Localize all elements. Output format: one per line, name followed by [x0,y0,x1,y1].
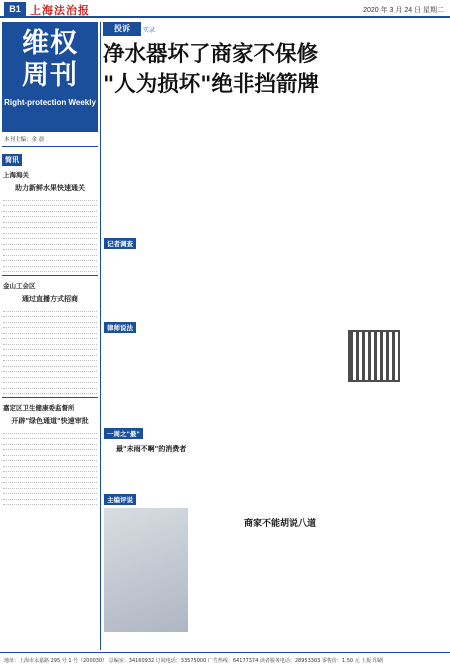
news-tag: 简讯 [2,154,22,166]
column-title-line2: 周刊 [22,60,78,91]
commentary-title: 商家不能胡说八道 [244,519,317,529]
news-heading-1: 上海海关 [3,171,29,179]
left-column [2,22,98,652]
news-title-1: 助力新鲜水果快速通关 [15,184,85,192]
masthead-bar [0,0,450,18]
headline-line1: 净水器坏了商家不保修 [103,42,319,67]
paper-name: 上海法治报 [30,4,90,17]
issue-date: 2020 年 3 月 24 日 星期二 [363,7,444,14]
section-lawopinion: 主编评说 [104,494,136,505]
kicker-label: 投诉 [103,22,141,36]
headline-line2: "人为损坏"绝非挡箭牌 [103,72,319,97]
qr-code [348,330,400,382]
pinion-title: 最"未雨不啊"的消费者 [116,445,187,453]
kicker-sub: 实录 [143,27,156,34]
author-photo [104,508,188,632]
column-divider [100,22,101,650]
main-headline [103,40,448,100]
section-pinion: 一周之"最" [104,428,143,439]
news-title-3: 开辟"绿色通道"快速审批 [11,417,89,425]
news-heading-3: 嘉定区卫生健康委监督所 [3,404,75,412]
column-header [2,22,98,132]
section-lawyer: 律师说法 [104,322,136,333]
news-title-2: 通过直播方式招商 [22,295,78,303]
editor-line: 本刊主编：金 晨 [2,132,98,147]
section-reporter: 记者调查 [104,238,136,249]
news-heading-2: 金山工会区 [3,282,36,290]
footer: 地址：上海市永嘉路 295 号 1 号（200030） 总编室：34160932 订阅电话：33575000 广告热线：64177374 读者服务电话：28953303 零售价：1.50 元 上报 印刷 [0,652,450,668]
column-title-line1: 维权 [22,28,78,59]
column-subtitle: Right-protection Weekly [4,98,96,107]
page-number: B1 [4,2,26,16]
